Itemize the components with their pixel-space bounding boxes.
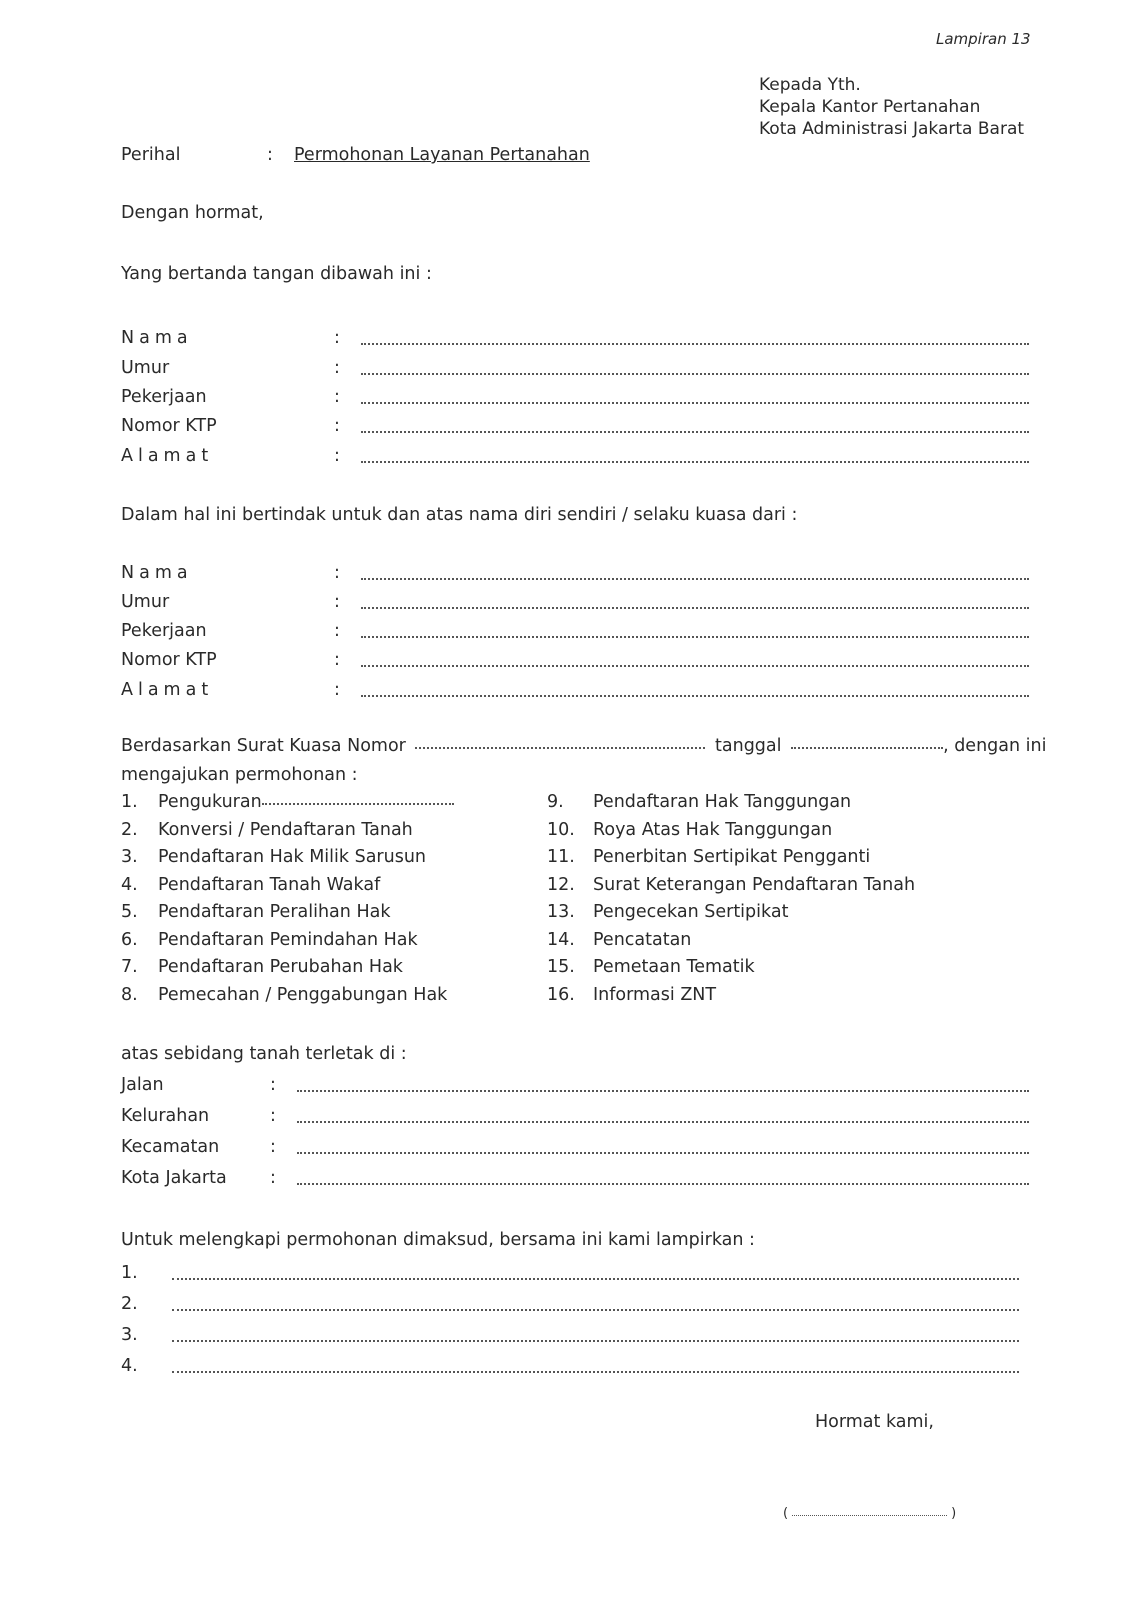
field-label: Alamat [121, 446, 214, 466]
field-colon: : [334, 416, 340, 436]
poa-number-input[interactable] [415, 747, 705, 749]
field-colon: : [270, 1137, 276, 1157]
principal-address-field[interactable] [121, 680, 1029, 704]
attachment-item[interactable] [121, 1356, 1019, 1380]
application-lead: mengajukan permohonan : [121, 765, 358, 785]
field-colon: : [334, 358, 340, 378]
service-label: Pencatatan [593, 930, 692, 950]
service-label: Pendaftaran Hak Tanggungan [593, 792, 852, 812]
attachments-intro: Untuk melengkapi permohonan dimaksud, bersama ini kami lampirkan : [121, 1230, 755, 1250]
closing-salutation: Hormat kami, [815, 1412, 934, 1432]
field-label: Nomor KTP [121, 416, 217, 436]
service-label: Konversi / Pendaftaran Tanah [158, 820, 413, 840]
field-label: Umur [121, 592, 170, 612]
principal-occupation-field[interactable] [121, 621, 1029, 645]
applicant-ktp-field[interactable] [121, 416, 1029, 440]
field-label: Kelurahan [121, 1106, 210, 1126]
service-label: Informasi ZNT [593, 985, 717, 1005]
field-colon: : [334, 621, 340, 641]
service-label: Penerbitan Sertipikat Pengganti [593, 847, 871, 867]
field-label: Umur [121, 358, 170, 378]
age-input-line[interactable] [361, 373, 1029, 375]
field-label: Nama [121, 563, 193, 583]
field-label: Nama [121, 328, 193, 348]
recipient-line: Kepada Yth. [759, 75, 861, 95]
attachment-input-line[interactable] [172, 1278, 1019, 1280]
attachment-number: 3. [121, 1325, 138, 1345]
field-colon: : [270, 1168, 276, 1188]
service-label: Pemecahan / Penggabungan Hak [158, 985, 448, 1005]
occupation-input-line[interactable] [361, 636, 1029, 638]
service-label: Roya Atas Hak Tanggungan [593, 820, 833, 840]
field-colon: : [334, 563, 340, 583]
subject-label: Perihal [121, 145, 181, 165]
attachment-item[interactable] [121, 1325, 1019, 1349]
attachment-input-line[interactable] [172, 1371, 1019, 1373]
subject-value: Permohonan Layanan Pertanahan [294, 145, 590, 165]
applicant-age-field[interactable] [121, 358, 1029, 382]
field-colon: : [334, 592, 340, 612]
attachment-item[interactable] [121, 1294, 1019, 1318]
field-label: Kota Jakarta [121, 1168, 227, 1188]
principal-age-field[interactable] [121, 592, 1029, 616]
attachment-input-line[interactable] [172, 1340, 1019, 1342]
greeting: Dengan hormat, [121, 203, 264, 223]
principal-ktp-field[interactable] [121, 650, 1029, 674]
subject-colon: : [267, 145, 273, 165]
district-field[interactable] [121, 1137, 1029, 1161]
measurement-input[interactable] [262, 803, 454, 805]
field-colon: : [270, 1075, 276, 1095]
attachment-number: Lampiran 13 [936, 30, 1031, 48]
recipient-line: Kepala Kantor Pertanahan [759, 97, 981, 117]
field-colon: : [334, 446, 340, 466]
applicant-address-field[interactable] [121, 446, 1029, 470]
attachment-number: 1. [121, 1263, 138, 1283]
service-label: Pendaftaran Perubahan Hak [158, 957, 403, 977]
service-label: Surat Keterangan Pendaftaran Tanah [593, 875, 916, 895]
service-label: Pengukuran [158, 792, 262, 812]
name-input-line[interactable] [361, 343, 1029, 345]
location-intro: atas sebidang tanah terletak di : [121, 1044, 407, 1064]
poa-date-label: tanggal [715, 736, 782, 756]
field-label: Pekerjaan [121, 387, 207, 407]
field-label: Nomor KTP [121, 650, 217, 670]
village-field[interactable] [121, 1106, 1029, 1130]
ktp-input-line[interactable] [361, 665, 1029, 667]
field-label: Alamat [121, 680, 214, 700]
street-input-line[interactable] [297, 1090, 1029, 1092]
signature-name-line[interactable] [792, 1515, 947, 1516]
city-field[interactable] [121, 1168, 1029, 1192]
attachment-number: 2. [121, 1294, 138, 1314]
signature-name-field[interactable]: ( ) [783, 1506, 957, 1521]
recipient-line: Kota Administrasi Jakarta Barat [759, 119, 1025, 139]
acting-statement: Dalam hal ini bertindak untuk dan atas nama diri sendiri / selaku kuasa dari : [121, 505, 798, 525]
attachment-item[interactable] [121, 1263, 1019, 1287]
name-input-line[interactable] [361, 578, 1029, 580]
city-input-line[interactable] [297, 1183, 1029, 1185]
applicant-name-field[interactable] [121, 328, 1029, 352]
field-label: Kecamatan [121, 1137, 220, 1157]
poa-prefix: Berdasarkan Surat Kuasa Nomor [121, 736, 406, 756]
field-colon: : [334, 650, 340, 670]
district-input-line[interactable] [297, 1152, 1029, 1154]
ktp-input-line[interactable] [361, 431, 1029, 433]
field-colon: : [270, 1106, 276, 1126]
power-of-attorney-line [121, 736, 1046, 756]
intro-text: Yang bertanda tangan dibawah ini : [121, 264, 432, 284]
field-label: Pekerjaan [121, 621, 207, 641]
service-label: Pendaftaran Peralihan Hak [158, 902, 391, 922]
street-field[interactable] [121, 1075, 1029, 1099]
field-colon: : [334, 328, 340, 348]
age-input-line[interactable] [361, 607, 1029, 609]
address-input-line[interactable] [361, 461, 1029, 463]
village-input-line[interactable] [297, 1121, 1029, 1123]
service-label: Pendaftaran Hak Milik Sarusun [158, 847, 427, 867]
occupation-input-line[interactable] [361, 402, 1029, 404]
principal-name-field[interactable] [121, 563, 1029, 587]
field-colon: : [334, 387, 340, 407]
poa-date-input[interactable] [791, 747, 943, 749]
attachment-number: 4. [121, 1356, 138, 1376]
field-label: Jalan [121, 1075, 164, 1095]
recipient-address [759, 74, 1024, 140]
poa-suffix: , dengan ini [943, 736, 1047, 756]
applicant-occupation-field[interactable] [121, 387, 1029, 411]
address-input-line[interactable] [361, 695, 1029, 697]
service-label: Pendaftaran Tanah Wakaf [158, 875, 381, 895]
field-colon: : [334, 680, 340, 700]
service-label: Pemetaan Tematik [593, 957, 755, 977]
service-label: Pendaftaran Pemindahan Hak [158, 930, 418, 950]
service-label: Pengecekan Sertipikat [593, 902, 789, 922]
attachment-input-line[interactable] [172, 1309, 1019, 1311]
